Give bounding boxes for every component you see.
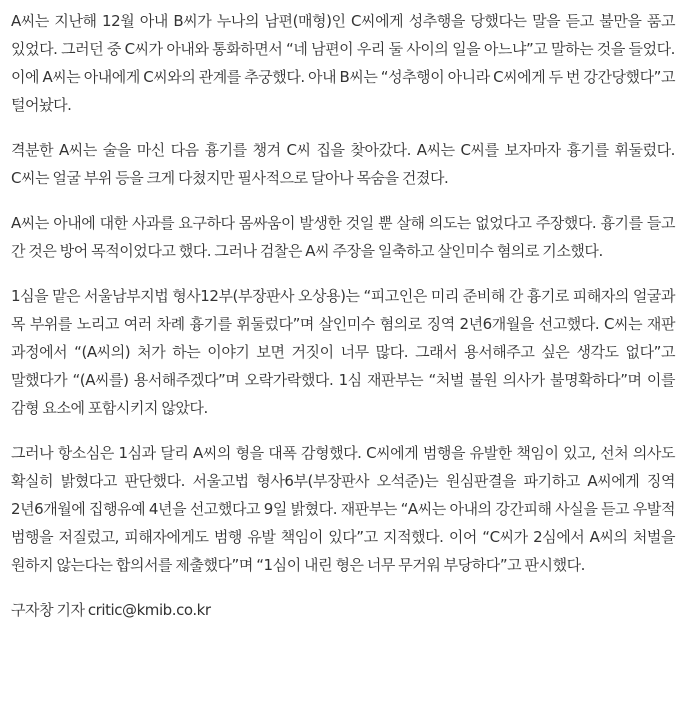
article-paragraph-5: 그러나 항소심은 1심과 달리 A씨의 형을 대폭 감형했다. C씨에게 범행을 유발한 책임이 있고, 선처 의사도 확실히 밝혔다고 판단했다. 서울고법 형사6부(부장판사 오석준)는 원심판결을 파기하고 A씨에게 징역 2년6개월에 집행유예 4년을 선고했다고 9일 밝혔다. 재판부는 “A씨는 아내의 강간피해 사실을 듣고 우발적 범행을 저질렀고, 피해자에게도 범행 유발 책임이 있다”고 지적했다. 이어 “C씨가 2심에서 A씨의 처벌을 원하지 않는다는 합의서를 제출했다”며 “1심이 내린 형은 너무 무거워 부당하다”고 판시했다. [11,444,675,574]
article-byline: 구자창 기자 critic@kmib.co.kr [11,601,211,619]
article-paragraph-1: A씨는 지난해 12월 아내 B씨가 누나의 남편(매형)인 C씨에게 성추행을 당했다는 말을 듣고 불만을 품고 있었다. 그러던 중 C씨가 아내와 통화하면서 “네 남편이 우리 둘 사이의 일을 아느냐”고 말하는 것을 들었다. 이에 A씨는 아내에게 C씨와의 관계를 추궁했다. 아내 B씨는 “성추행이 아니라 C씨에게 두 번 강간당했다”고 털어놨다. [11,12,675,114]
article-paragraph-4: 1심을 맡은 서울남부지법 형사12부(부장판사 오상용)는 “피고인은 미리 준비해 간 흉기로 피해자의 얼굴과 목 부위를 노리고 여러 차례 흉기를 휘둘렀다”며 살인미수 혐의로 징역 2년6개월을 선고했다. C씨는 재판 과정에서 “(A씨의) 처가 하는 이야기 보면 거짓이 너무 많다. 그래서 용서해주고 싶은 생각도 없다”고 말했다가 “(A씨를) 용서해주겠다”며 오락가락했다. 1심 재판부는 “처벌 불원 의사가 불명확하다”며 이를 감형 요소에 포함시키지 않았다. [11,287,675,417]
article-paragraph-3: A씨는 아내에 대한 사과를 요구하다 몸싸움이 발생한 것일 뿐 살해 의도는 없었다고 주장했다. 흉기를 들고 간 것은 방어 목적이었다고 했다. 그러나 검찰은 A씨 주장을 일축하고 살인미수 혐의로 기소했다. [11,214,675,260]
article-paragraph-2: 격분한 A씨는 술을 마신 다음 흉기를 챙겨 C씨 집을 찾아갔다. A씨는 C씨를 보자마자 흉기를 휘둘렀다. C씨는 얼굴 부위 등을 크게 다쳤지만 필사적으로 달아나 목숨을 건졌다. [11,141,675,187]
